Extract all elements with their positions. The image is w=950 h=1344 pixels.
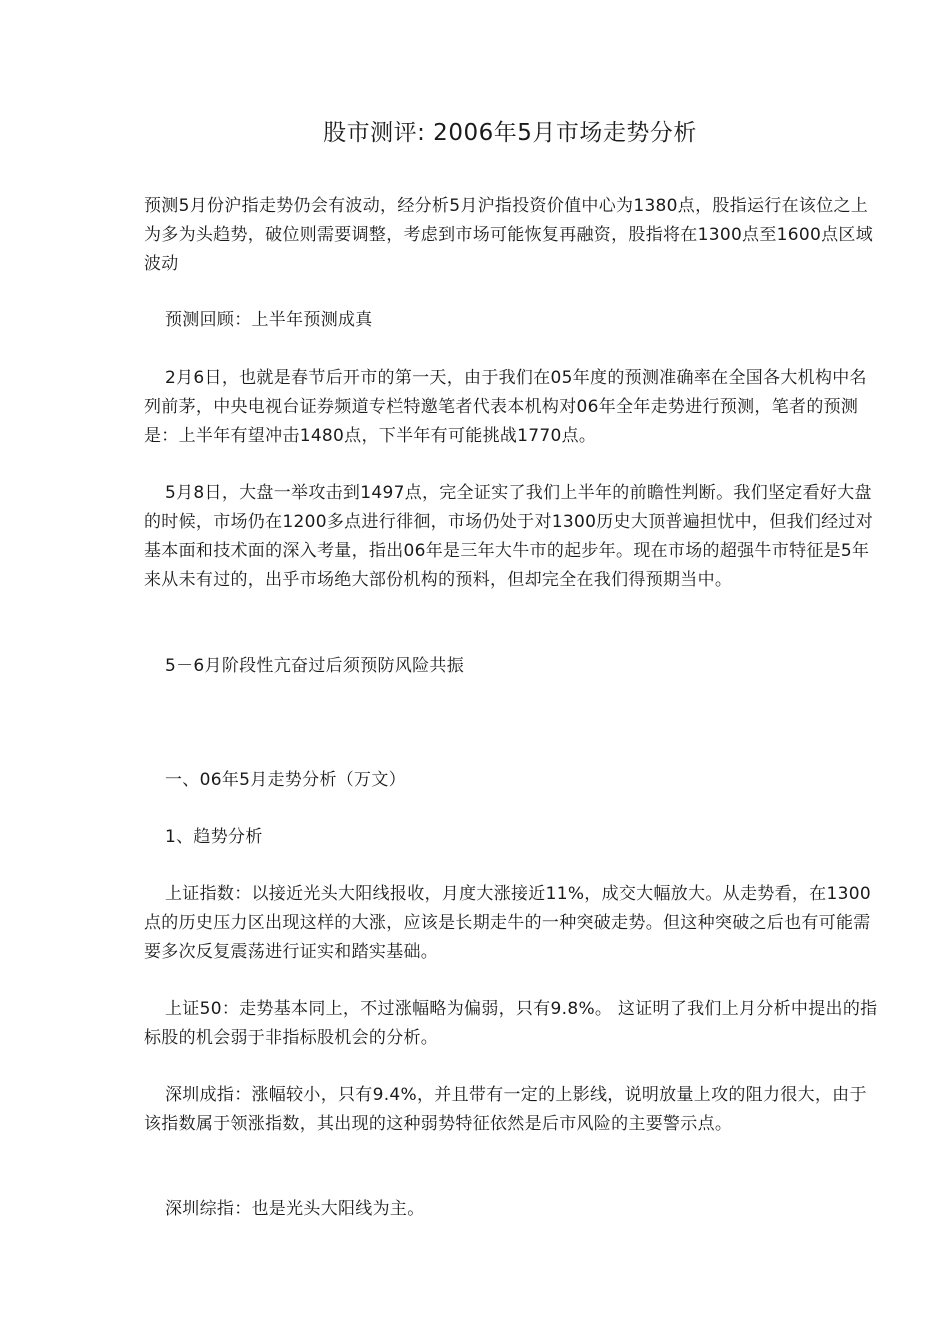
paragraph-review-heading: 预测回顾：上半年预测成真 [165,310,373,330]
section-heading-may-analysis: 一、06年5月走势分析（万文） [165,770,406,790]
paragraph-shenzhen-component: 深圳成指：涨幅较小，只有9.4%，并且带有一定的上影线，说明放量上攻的阻力很大，由于该指数属于领涨指数，其出现的这种弱势特征依然是后市风险的主要警示点。 [144,1085,867,1134]
subsection-heading-trend: 1、趋势分析 [165,827,263,847]
paragraph-forecast-summary: 预测5月份沪指走势仍会有波动，经分析5月沪指投资价值中心为1380点，股指运行在该位之上为多为头趋势，破位则需要调整，考虑到市场可能恢复再融资，股指将在1300点至1600点区域波动 [144,196,874,274]
paragraph-risk-heading: 5－6月阶段性亢奋过后须预防风险共振 [165,656,465,676]
paragraph-feb-forecast: 2月6日，也就是春节后开市的第一天，由于我们在05年度的预测准确率在全国各大机构中名列前茅，中央电视台证券频道专栏特邀笔者代表本机构对06年全年走势进行预测，笔者的预测是：上半年有望冲击1480点，下半年有可能挑战1770点。 [144,368,867,446]
paragraph-shanghai-index: 上证指数：以接近光头大阳线报收，月度大涨接近11%，成交大幅放大。从走势看，在1300点的历史压力区出现这样的大涨，应该是长期走牛的一种突破走势。但这种突破之后也有可能需要多次反复震荡进行证实和踏实基础。 [144,884,871,962]
paragraph-may-confirmation: 5月8日，大盘一举攻击到1497点，完全证实了我们上半年的前瞻性判断。我们坚定看好大盘的时候，市场仍在1200多点进行徘徊，市场仍处于对1300历史大顶普遍担忧中，但我们经过对基本面和技术面的深入考量，指出06年是三年大牛市的起步年。现在市场的超强牛市特征是5年来从未有过的，出乎市场绝大部份机构的预料，但却完全在我们得预期当中。 [144,483,874,590]
paragraph-shenzhen-composite: 深圳综指：也是光头大阳线为主。 [165,1199,425,1219]
document-title: 股市测评: 2006年5月市场走势分析 [323,120,697,146]
paragraph-shanghai-50: 上证50：走势基本同上，不过涨幅略为偏弱，只有9.8%。 这证明了我们上月分析中提出的指标股的机会弱于非指标股机会的分析。 [144,999,878,1048]
